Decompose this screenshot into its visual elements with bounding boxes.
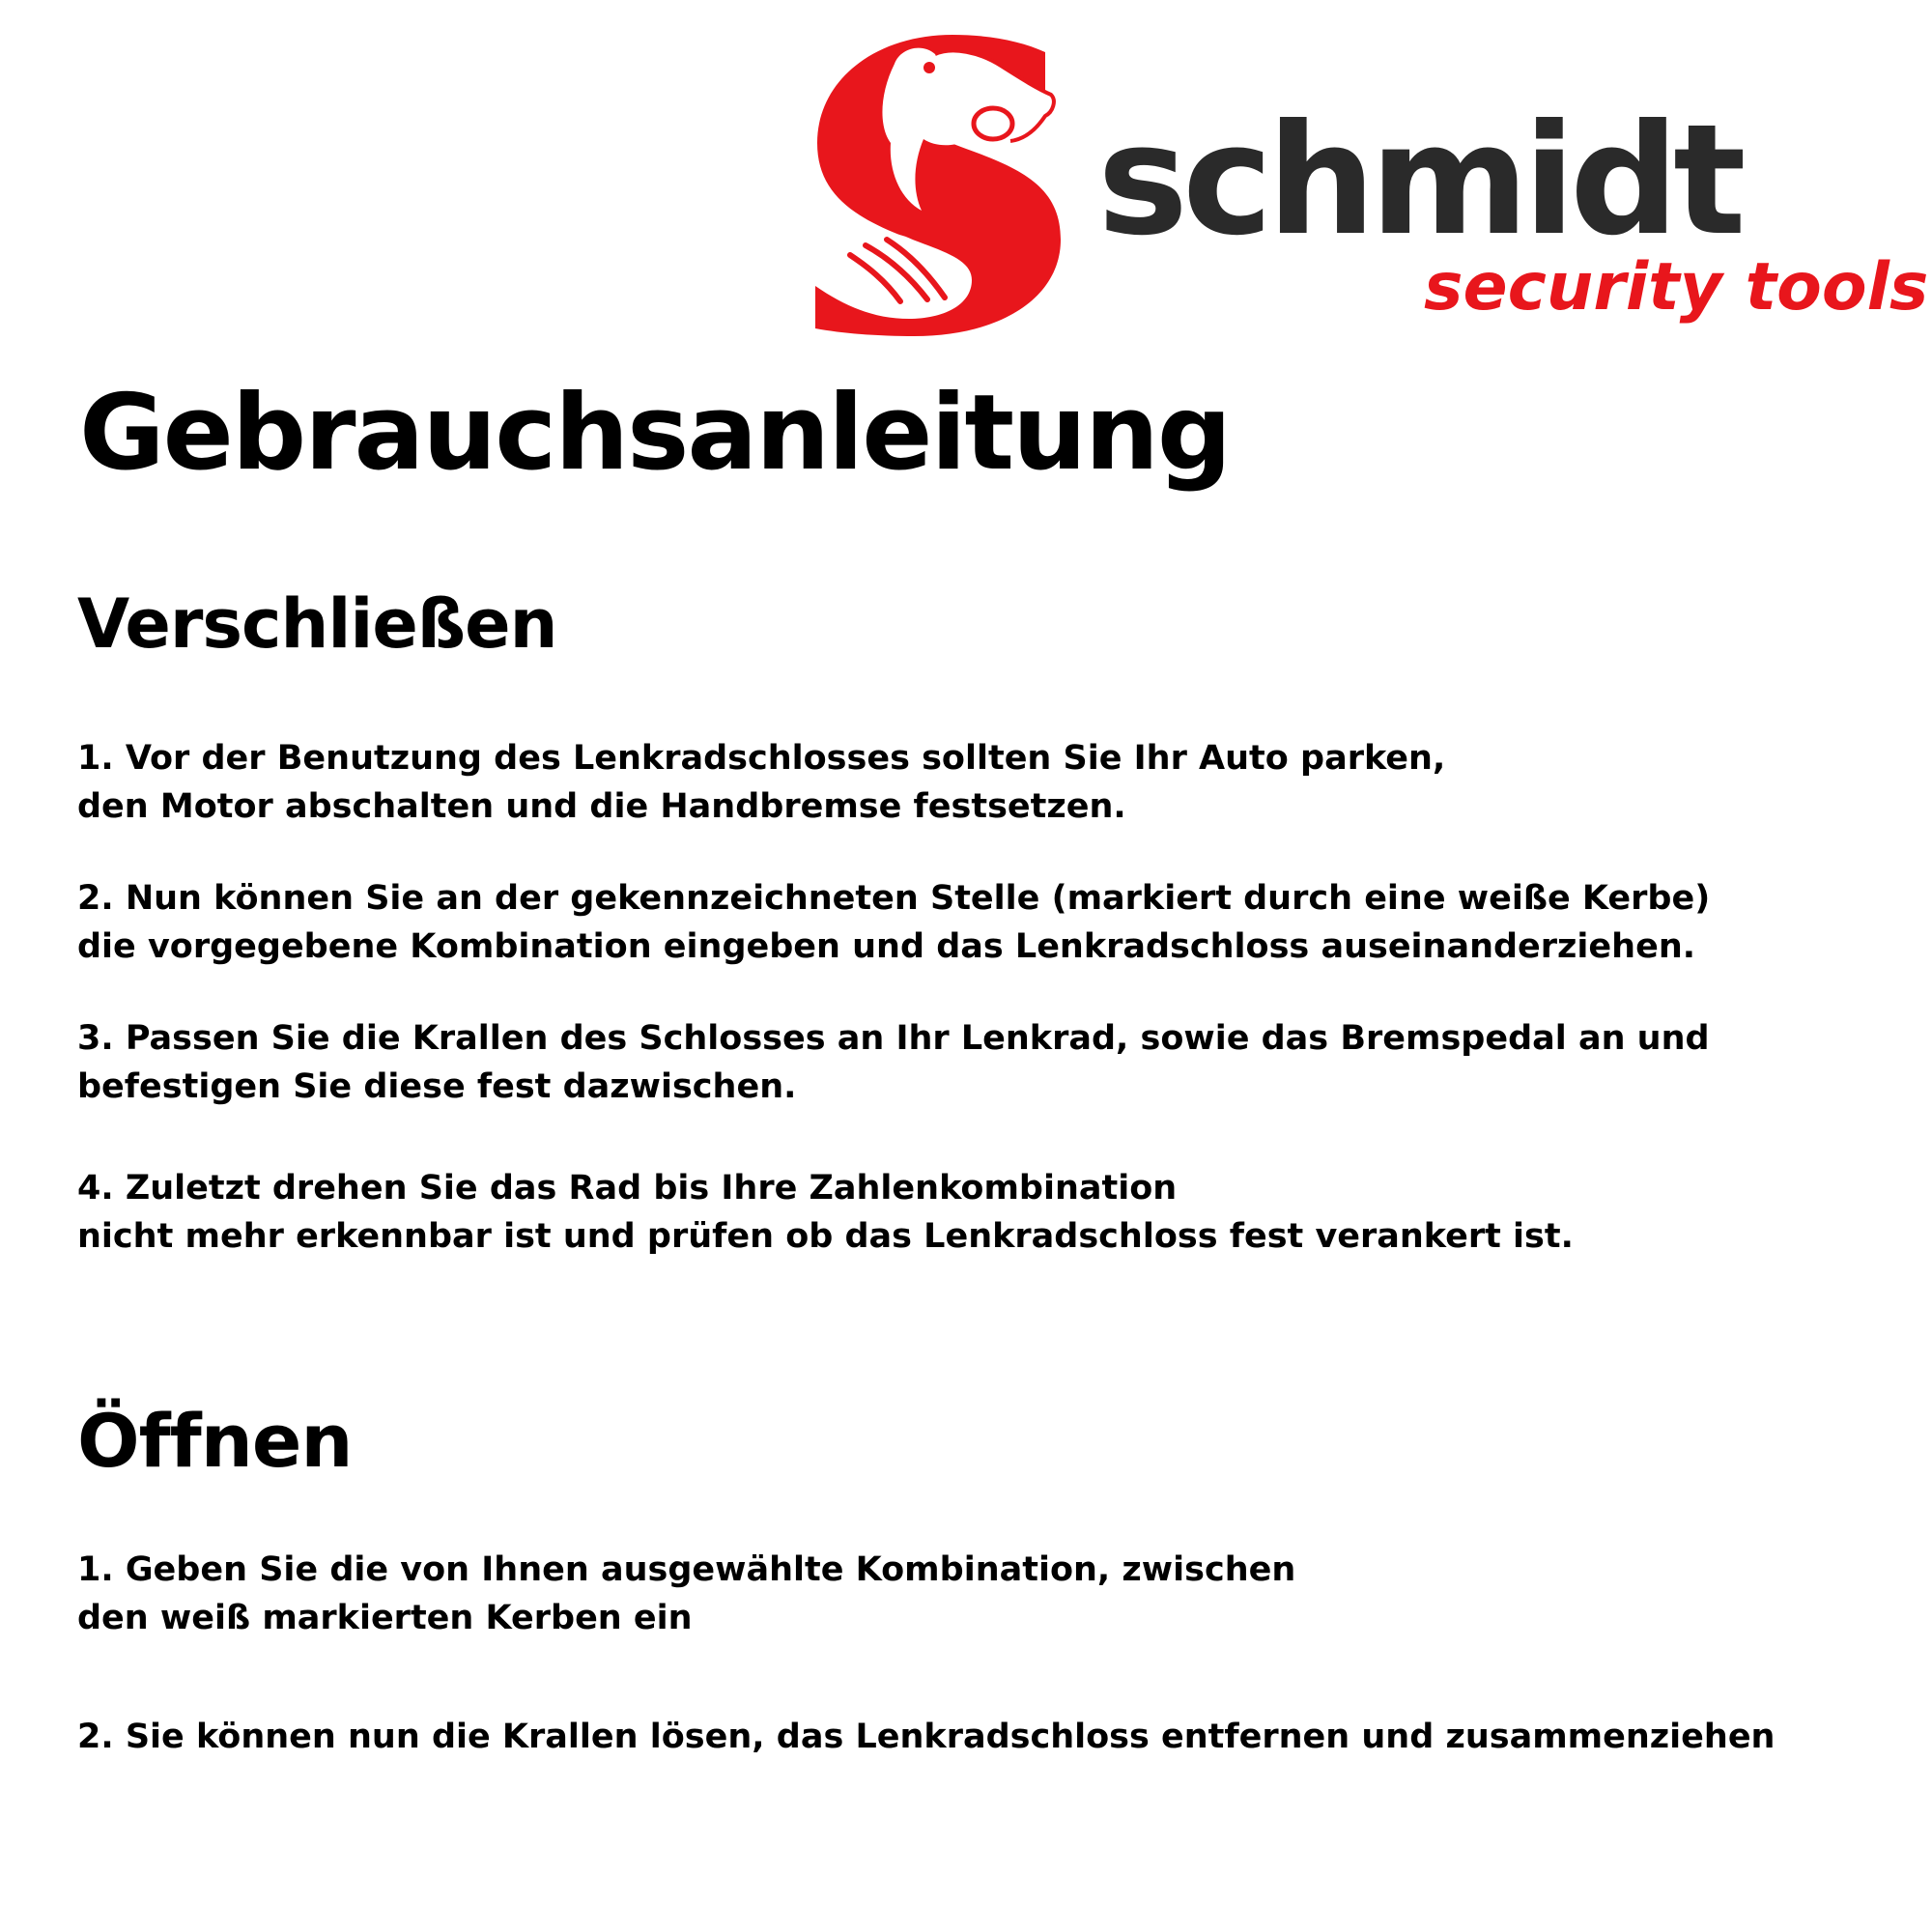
- section-heading-open: Öffnen: [77, 1398, 353, 1484]
- lock-step-3-line-2: befestigen Sie diese fest dazwischen.: [77, 1067, 797, 1106]
- lock-step-4: [77, 1164, 1574, 1261]
- open-step-1-line-1: 1. Geben Sie die von Ihnen ausgewählte Kombination, zwischen: [77, 1550, 1296, 1589]
- lock-step-4-line-1: 4. Zuletzt drehen Sie das Rad bis Ihre Zahlenkombination: [77, 1169, 1178, 1208]
- brand-logo: [808, 27, 1929, 336]
- lock-step-1: [77, 734, 1445, 831]
- lock-step-1-line-1: 1. Vor der Benutzung des Lenkradschlosses sollten Sie Ihr Auto parken,: [77, 739, 1446, 778]
- lock-step-2: [77, 874, 1710, 971]
- open-step-2: [77, 1713, 1775, 1761]
- lock-step-2-line-1: 2. Nun können Sie an der gekennzeichneten Stelle (markiert durch eine weiße Kerbe): [77, 879, 1711, 918]
- lock-step-1-line-2: den Motor abschalten und die Handbremse festsetzen.: [77, 787, 1126, 826]
- open-step-1: [77, 1546, 1295, 1642]
- section-heading-lock: Verschließen: [77, 584, 557, 664]
- beaver-s-icon: [808, 27, 1068, 336]
- page-title: Gebrauchsanleitung: [79, 373, 1231, 494]
- lock-step-2-line-2: die vorgegebene Kombination eingeben und das Lenkradschloss auseinanderziehen.: [77, 927, 1696, 966]
- lock-step-3-line-1: 3. Passen Sie die Krallen des Schlosses an Ihr Lenkrad, sowie das Bremspedal an und: [77, 1019, 1710, 1058]
- logo-wordmark: schmidt: [1097, 92, 1741, 270]
- open-step-1-line-2: den weiß markierten Kerben ein: [77, 1599, 693, 1637]
- lock-step-3: [77, 1014, 1710, 1111]
- lock-step-4-line-2: nicht mehr erkennbar ist und prüfen ob das Lenkradschloss fest verankert ist.: [77, 1217, 1574, 1256]
- logo-tagline: security tools: [1424, 249, 1929, 326]
- open-step-2-line-1: 2. Sie können nun die Krallen lösen, das Lenkradschloss entfernen und zusammenziehen: [77, 1718, 1776, 1756]
